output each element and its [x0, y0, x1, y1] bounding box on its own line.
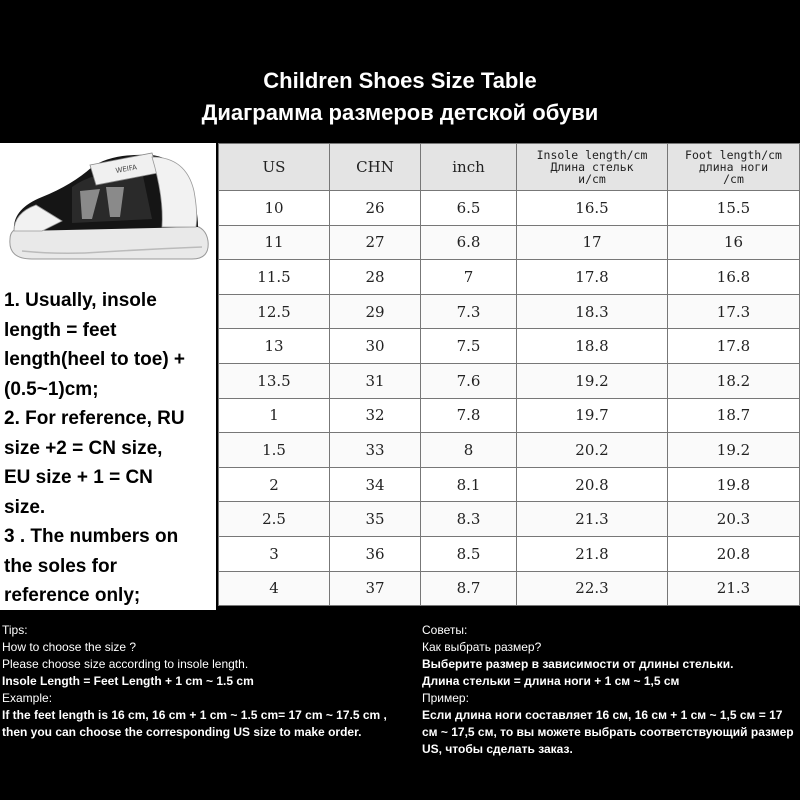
cell-inch: 8.3	[421, 502, 517, 537]
tip-line: Советы:	[422, 623, 468, 637]
cell-insole: 21.3	[517, 502, 668, 537]
cell-inch: 7.5	[421, 329, 517, 364]
cell-chn: 37	[330, 571, 421, 606]
table-row	[219, 191, 800, 226]
cell-insole: 18.8	[517, 329, 668, 364]
note-line: 1. Usually, insole	[4, 290, 157, 311]
table-row	[219, 398, 800, 433]
cell-foot: 16.8	[668, 260, 800, 295]
cell-foot: 15.5	[668, 191, 800, 226]
tip-line: If the feet length is 16 cm, 16 cm + 1 cm ~ 1.5 cm= 17 cm ~ 17.5 cm ,	[2, 708, 387, 722]
cell-foot: 19.8	[668, 467, 800, 502]
cell-us: 13.5	[219, 363, 330, 398]
cell-insole: 20.2	[517, 433, 668, 468]
cell-chn: 27	[330, 225, 421, 260]
cell-insole: 19.2	[517, 363, 668, 398]
cell-insole: 22.3	[517, 571, 668, 606]
header-insole: Insole length/cm Длина стельк и/cm	[517, 144, 668, 191]
note-line: the soles for	[4, 555, 117, 577]
cell-us: 1	[219, 398, 330, 433]
tip-line: Please choose size according to insole length.	[2, 657, 249, 671]
tip-line: Tips:	[2, 623, 28, 637]
tip-line: Выберите размер в зависимости от длины стельки.	[422, 657, 734, 671]
table-row	[219, 571, 800, 606]
shoe-image	[2, 147, 212, 265]
cell-us: 13	[219, 329, 330, 364]
cell-inch: 7.6	[421, 363, 517, 398]
tip-line: Если длина ноги составляет 16 см, 16 см + 1 см ~ 1,5 см = 17	[422, 708, 783, 722]
tip-line: then you can choose the corresponding US size to make order.	[2, 725, 362, 739]
tip-line: Example:	[2, 691, 53, 705]
note-line: 2. For reference, RU	[4, 408, 185, 429]
cell-us: 3	[219, 536, 330, 571]
cell-us: 10	[219, 191, 330, 226]
cell-chn: 33	[330, 433, 421, 468]
header-us: US	[219, 144, 330, 191]
cell-foot: 19.2	[668, 433, 800, 468]
cell-chn: 29	[330, 294, 421, 329]
table-row	[219, 329, 800, 364]
note-line: EU size + 1 = CN	[4, 467, 153, 488]
table-row	[219, 260, 800, 295]
tip-line: Длина стельки = длина ноги + 1 см ~ 1,5 см	[422, 674, 680, 688]
cell-foot: 16	[668, 225, 800, 260]
table-row	[219, 502, 800, 537]
cell-foot: 18.2	[668, 363, 800, 398]
tip-line: Как выбрать размер?	[422, 640, 542, 654]
cell-chn: 32	[330, 398, 421, 433]
table-row	[219, 467, 800, 502]
cell-us: 4	[219, 571, 330, 606]
note-line: (0.5~1)cm;	[4, 378, 99, 400]
tip-line: How to choose the size ?	[2, 640, 137, 654]
note-line: length(heel to toe) +	[4, 349, 186, 370]
header-inch: inch	[421, 144, 517, 191]
table-row	[219, 363, 800, 398]
cell-us: 11	[219, 225, 330, 260]
title-russian: Диаграмма размеров детской обуви	[201, 100, 599, 125]
note-line: size +2 = CN size,	[4, 437, 163, 459]
cell-inch: 8.7	[421, 571, 517, 606]
shoe-logo-text: WEIFA	[114, 163, 138, 175]
table-row	[219, 536, 800, 571]
cell-chn: 26	[330, 191, 421, 226]
cell-insole: 17	[517, 225, 668, 260]
tip-line: см ~ 17,5 см, то вы можете выбрать соответствующий размер	[422, 725, 794, 739]
cell-foot: 18.7	[668, 398, 800, 433]
left-panel	[0, 143, 216, 610]
cell-chn: 28	[330, 260, 421, 295]
cell-insole: 16.5	[517, 191, 668, 226]
cell-foot: 21.3	[668, 571, 800, 606]
cell-us: 11.5	[219, 260, 330, 295]
tips-russian	[422, 622, 800, 758]
cell-inch: 7.8	[421, 398, 517, 433]
table-row	[219, 433, 800, 468]
cell-insole: 21.8	[517, 536, 668, 571]
cell-foot: 20.8	[668, 536, 800, 571]
cell-inch: 7	[421, 260, 517, 295]
note-line: reference only;	[4, 585, 141, 606]
note-line: length = feet	[4, 319, 117, 341]
cell-insole: 18.3	[517, 294, 668, 329]
table-header-row	[219, 144, 800, 191]
tips-english	[2, 622, 412, 741]
header-foot: Foot length/cm длина ноги /cm	[668, 144, 800, 191]
tip-line: Insole Length = Feet Length + 1 cm ~ 1.5 cm	[2, 674, 254, 688]
size-table	[218, 143, 800, 606]
cell-chn: 34	[330, 467, 421, 502]
notes	[4, 286, 220, 611]
cell-inch: 6.5	[421, 191, 517, 226]
cell-us: 2	[219, 467, 330, 502]
cell-us: 2.5	[219, 502, 330, 537]
cell-chn: 35	[330, 502, 421, 537]
cell-foot: 17.3	[668, 294, 800, 329]
title-english: Children Shoes Size Table	[263, 68, 537, 93]
header-chn: CHN	[330, 144, 421, 191]
cell-insole: 17.8	[517, 260, 668, 295]
tip-line: US, чтобы сделать заказ.	[422, 742, 573, 756]
cell-chn: 30	[330, 329, 421, 364]
cell-inch: 8.5	[421, 536, 517, 571]
cell-chn: 31	[330, 363, 421, 398]
cell-foot: 17.8	[668, 329, 800, 364]
cell-inch: 6.8	[421, 225, 517, 260]
cell-foot: 20.3	[668, 502, 800, 537]
cell-inch: 8.1	[421, 467, 517, 502]
cell-us: 1.5	[219, 433, 330, 468]
cell-inch: 8	[421, 433, 517, 468]
note-line: 3 . The numbers on	[4, 526, 179, 547]
table-row	[219, 225, 800, 260]
cell-insole: 20.8	[517, 467, 668, 502]
tip-line: Пример:	[422, 691, 469, 705]
cell-insole: 19.7	[517, 398, 668, 433]
cell-chn: 36	[330, 536, 421, 571]
note-line: size.	[4, 496, 46, 518]
cell-us: 12.5	[219, 294, 330, 329]
cell-inch: 7.3	[421, 294, 517, 329]
table-row	[219, 294, 800, 329]
